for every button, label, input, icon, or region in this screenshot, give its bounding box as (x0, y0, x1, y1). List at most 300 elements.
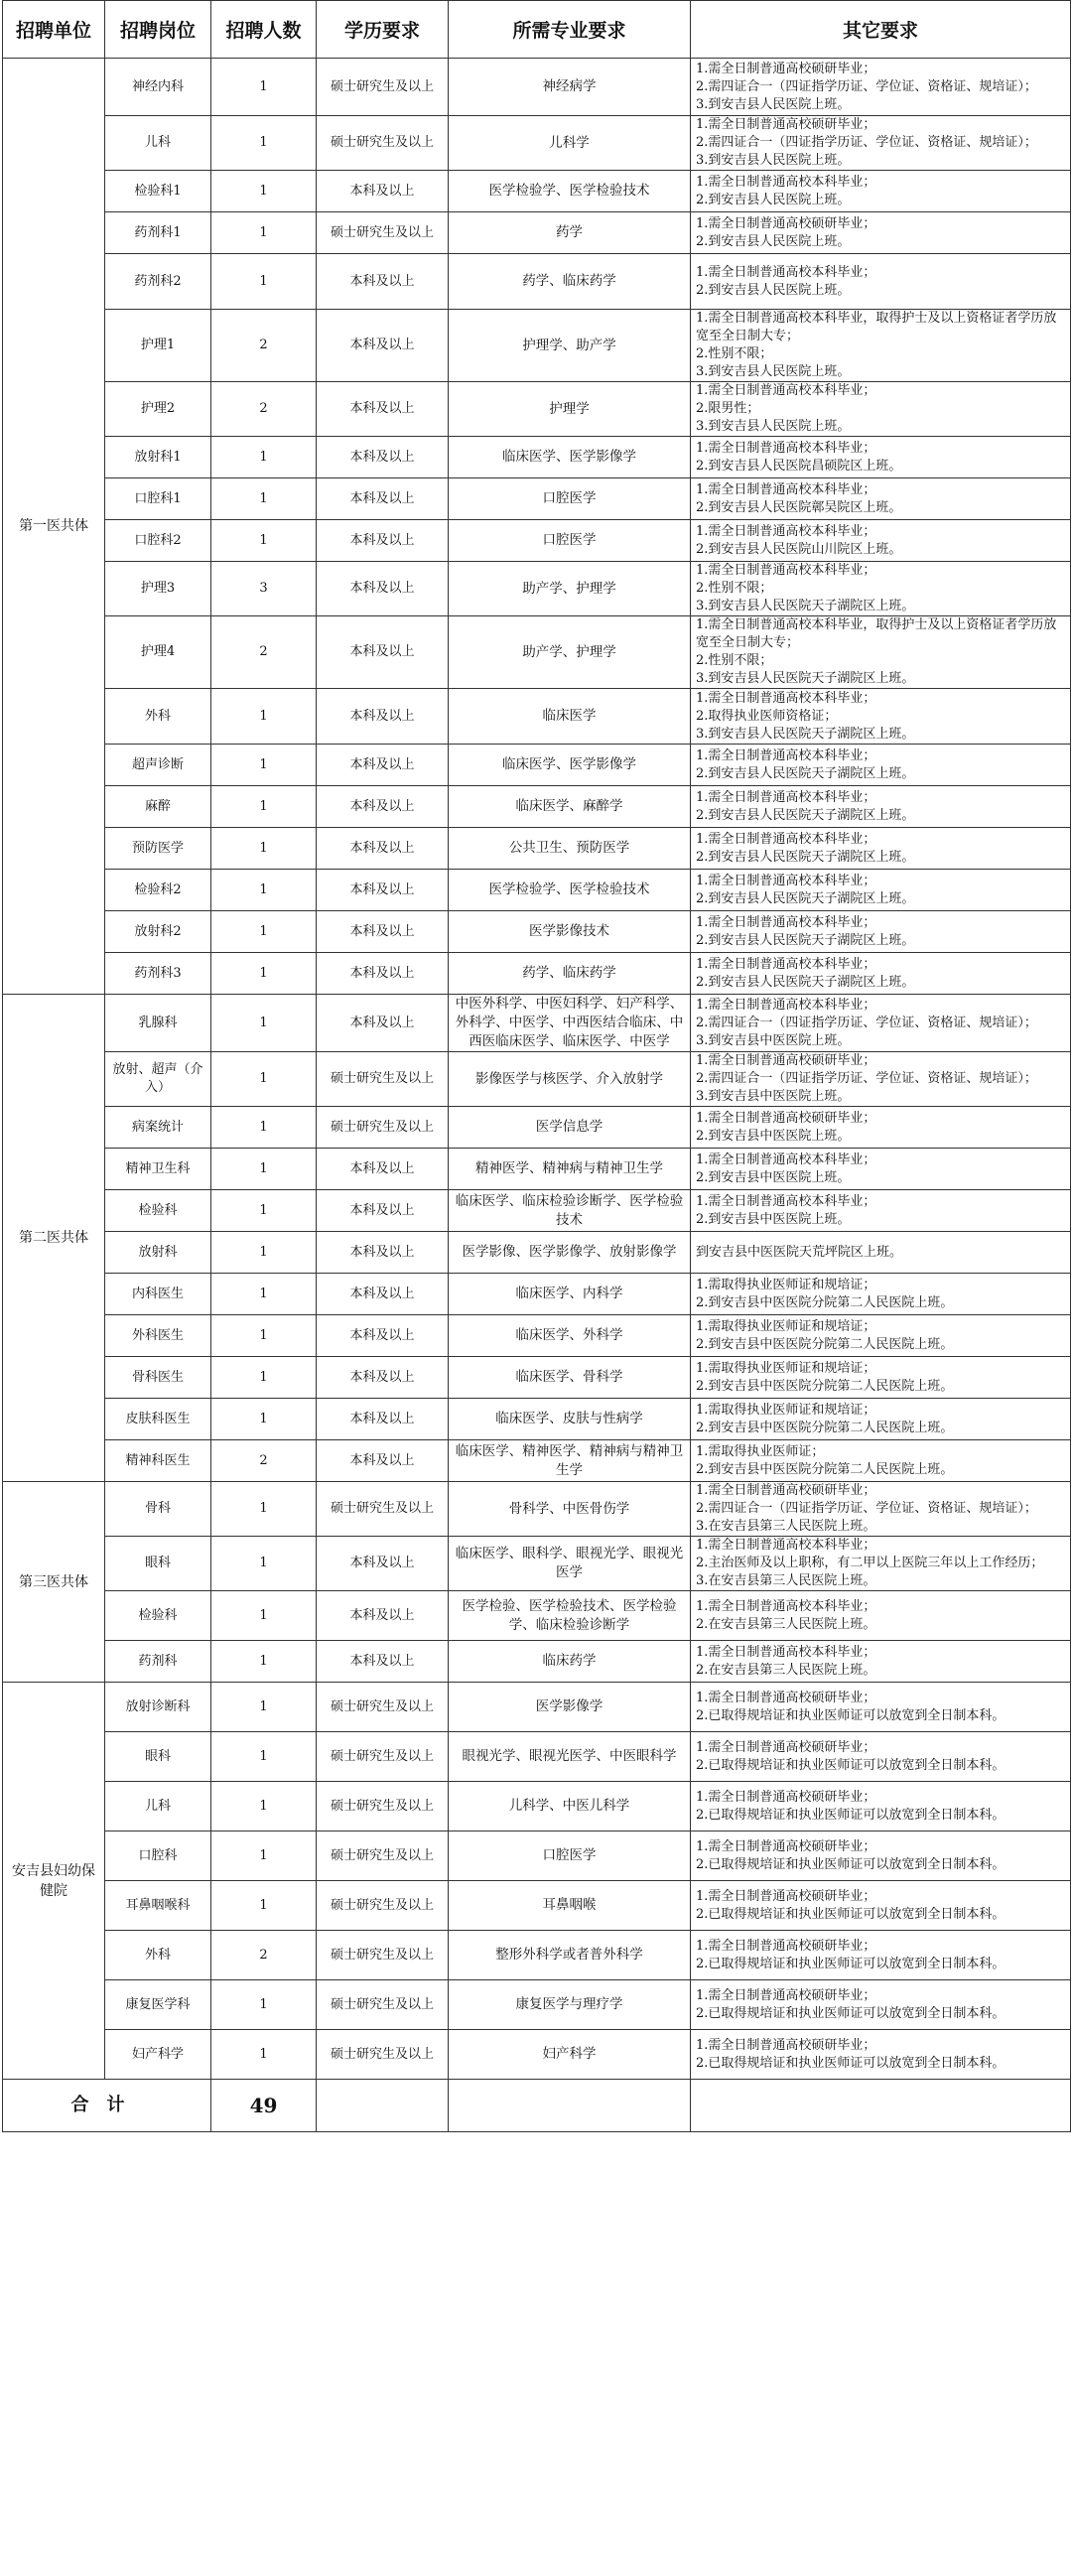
unit-cell: 第一医共体 (3, 59, 105, 995)
post-cell: 护理2 (105, 382, 211, 437)
requirement-line: 1.需全日制普通高校硕研毕业； (696, 61, 876, 76)
post-cell: 精神科医生 (105, 1440, 211, 1482)
total-empty-cell (317, 2080, 449, 2132)
major-cell: 助产学、护理学 (449, 616, 691, 689)
requirement-line: 2.到安吉县中医医院上班。 (696, 1169, 851, 1185)
requirements-cell (691, 310, 1071, 382)
post-cell: 妇产科学 (105, 2030, 211, 2080)
requirements-cell (691, 1641, 1071, 1683)
requirement-line: 2.到安吉县人民医院鄣吴院区上班。 (696, 499, 902, 515)
requirement-line: 2.到安吉县中医医院分院第二人民医院上班。 (696, 1420, 954, 1435)
requirement-line: 2.在安吉县第三人民医院上班。 (696, 1616, 876, 1632)
requirements-cell (691, 171, 1071, 212)
requirement-line: 3.到安吉县中医医院上班。 (696, 1089, 851, 1104)
requirement-line: 3.到安吉县人民医院上班。 (696, 96, 851, 112)
count-cell: 1 (211, 1232, 317, 1274)
requirement-line: 2.已取得规培证和执业医师证可以放宽到全日制本科。 (696, 1757, 1005, 1773)
header-major: 所需专业要求 (449, 1, 691, 59)
requirement-line: 2.在安吉县第三人民医院上班。 (696, 1662, 876, 1678)
education-cell: 本科及以上 (317, 616, 449, 689)
major-cell: 临床医学、内科学 (449, 1274, 691, 1315)
requirement-line: 1.需全日制普通高校本科毕业； (696, 264, 876, 280)
requirement-line: 1.需全日制普通高校硕研毕业； (696, 1789, 876, 1805)
post-cell: 儿科 (105, 116, 211, 171)
table-row (3, 745, 1071, 786)
count-cell: 1 (211, 478, 317, 520)
post-cell: 儿科 (105, 1782, 211, 1831)
major-cell: 医学影像学 (449, 1683, 691, 1732)
count-cell: 1 (211, 1683, 317, 1732)
requirement-line: 1.需全日制普通高校本科毕业； (696, 1538, 876, 1553)
requirements-cell (691, 616, 1071, 689)
requirement-line: 3.到安吉县人民医院上班。 (696, 153, 851, 168)
count-cell: 1 (211, 1399, 317, 1440)
count-cell: 1 (211, 59, 317, 116)
major-cell: 临床医学、医学影像学 (449, 745, 691, 786)
table-row (3, 1537, 1071, 1591)
education-cell: 本科及以上 (317, 1190, 449, 1232)
count-cell: 2 (211, 310, 317, 382)
requirement-line: 1.需取得执业医师证和规培证； (696, 1360, 876, 1376)
table-row (3, 786, 1071, 828)
requirements-cell (691, 1232, 1071, 1274)
requirement-line: 1.需取得执业医师证； (696, 1443, 825, 1459)
requirements-cell (691, 745, 1071, 786)
count-cell: 1 (211, 689, 317, 745)
education-cell: 硕士研究生及以上 (317, 1831, 449, 1881)
requirements-cell (691, 1052, 1071, 1107)
requirement-line: 1.需全日制普通高校硕研毕业； (696, 1838, 876, 1854)
requirement-line: 1.需全日制普通高校本科毕业； (696, 831, 876, 847)
count-cell: 1 (211, 1641, 317, 1683)
requirement-line: 1.需全日制普通高校本科毕业； (696, 174, 876, 190)
requirements-cell (691, 562, 1071, 616)
education-cell: 本科及以上 (317, 520, 449, 562)
major-cell: 临床医学、骨科学 (449, 1357, 691, 1399)
count-cell: 1 (211, 254, 317, 310)
major-cell: 医学影像技术 (449, 911, 691, 953)
requirements-cell (691, 1482, 1071, 1537)
table-row (3, 310, 1071, 382)
education-cell: 硕士研究生及以上 (317, 1683, 449, 1732)
requirement-line: 3.到安吉县人民医院上班。 (696, 419, 851, 434)
table-row (3, 1232, 1071, 1274)
major-cell: 骨科学、中医骨伤学 (449, 1482, 691, 1537)
requirements-cell (691, 1537, 1071, 1591)
requirements-cell (691, 1980, 1071, 2030)
requirements-cell (691, 1732, 1071, 1782)
count-cell: 1 (211, 1980, 317, 2030)
education-cell: 硕士研究生及以上 (317, 2030, 449, 2080)
education-cell: 本科及以上 (317, 1399, 449, 1440)
requirements-cell (691, 828, 1071, 870)
education-cell: 本科及以上 (317, 1149, 449, 1190)
requirement-line: 1.需全日制普通高校硕研毕业； (696, 215, 876, 231)
table-row (3, 1149, 1071, 1190)
post-cell: 口腔科1 (105, 478, 211, 520)
requirement-line: 1.需全日制普通高校硕研毕业； (696, 2037, 876, 2053)
table-row (3, 1591, 1071, 1641)
post-cell: 麻醉 (105, 786, 211, 828)
requirement-line: 到安吉县中医医院天荒坪院区上班。 (696, 1244, 903, 1260)
requirement-line: 1.需全日制普通高校本科毕业； (696, 997, 876, 1013)
requirement-line: 2.到安吉县人民医院天子湖院区上班。 (696, 849, 915, 865)
requirement-line: 1.需全日制普通高校本科毕业； (696, 1598, 876, 1614)
post-cell: 外科 (105, 689, 211, 745)
education-cell: 本科及以上 (317, 786, 449, 828)
table-row (3, 995, 1071, 1052)
requirement-line: 2.到安吉县中医医院分院第二人民医院上班。 (696, 1336, 954, 1352)
requirements-cell (691, 1931, 1071, 1980)
post-cell: 检验科 (105, 1190, 211, 1232)
post-cell: 放射科1 (105, 437, 211, 478)
education-cell: 本科及以上 (317, 310, 449, 382)
requirement-line: 3.到安吉县中医医院上班。 (696, 1032, 851, 1048)
requirement-line: 2.已取得规培证和执业医师证可以放宽到全日制本科。 (696, 1856, 1005, 1872)
requirements-cell (691, 1357, 1071, 1399)
requirement-line: 2.已取得规培证和执业医师证可以放宽到全日制本科。 (696, 1906, 1005, 1922)
table-row (3, 2030, 1071, 2080)
count-cell: 1 (211, 786, 317, 828)
education-cell: 硕士研究生及以上 (317, 1107, 449, 1149)
requirement-line: 1.需全日制普通高校硕研毕业； (696, 117, 876, 132)
education-cell: 硕士研究生及以上 (317, 1931, 449, 1980)
table-row (3, 116, 1071, 171)
education-cell: 本科及以上 (317, 478, 449, 520)
count-cell: 1 (211, 2030, 317, 2080)
requirements-cell (691, 1782, 1071, 1831)
post-cell: 放射科 (105, 1232, 211, 1274)
count-cell: 1 (211, 1190, 317, 1232)
requirements-cell (691, 1881, 1071, 1931)
count-cell: 1 (211, 520, 317, 562)
table-row (3, 1683, 1071, 1732)
requirement-line: 1.需全日制普通高校本科毕业； (696, 873, 876, 888)
requirement-line: 3.到安吉县人民医院天子湖院区上班。 (696, 599, 915, 613)
count-cell: 1 (211, 953, 317, 995)
post-cell: 护理1 (105, 310, 211, 382)
requirement-line: 2.到安吉县中医医院上班。 (696, 1128, 851, 1144)
requirements-cell (691, 953, 1071, 995)
requirement-line: 1.需全日制普通高校本科毕业； (696, 747, 876, 763)
header-post: 招聘岗位 (105, 1, 211, 59)
education-cell: 本科及以上 (317, 1641, 449, 1683)
requirement-line: 2.到安吉县人民医院天子湖院区上班。 (696, 765, 915, 781)
major-cell: 儿科学 (449, 116, 691, 171)
requirement-line: 2.需四证合一（四证指学历证、学位证、资格证、规培证）； (696, 1015, 1037, 1030)
post-cell: 药剂科1 (105, 212, 211, 254)
table-row (3, 1315, 1071, 1357)
requirement-line: 1.需全日制普通高校本科毕业； (696, 789, 876, 805)
requirements-cell (691, 1591, 1071, 1641)
count-cell: 2 (211, 1440, 317, 1482)
major-cell: 口腔医学 (449, 478, 691, 520)
count-cell: 1 (211, 1482, 317, 1537)
major-cell: 临床医学、眼科学、眼视光学、眼视光医学 (449, 1537, 691, 1591)
requirement-line: 2.到安吉县中医医院分院第二人民医院上班。 (696, 1461, 954, 1477)
count-cell: 1 (211, 1782, 317, 1831)
post-cell: 放射诊断科 (105, 1683, 211, 1732)
major-cell: 康复医学与理疗学 (449, 1980, 691, 2030)
table-row (3, 911, 1071, 953)
count-cell: 2 (211, 382, 317, 437)
education-cell: 本科及以上 (317, 171, 449, 212)
post-cell: 骨科 (105, 1482, 211, 1537)
table-row (3, 1274, 1071, 1315)
total-label: 合计 (3, 2080, 211, 2132)
count-cell: 1 (211, 828, 317, 870)
count-cell: 2 (211, 1931, 317, 1980)
requirement-line: 2.到安吉县人民医院上班。 (696, 233, 851, 249)
table-row (3, 689, 1071, 745)
table-row (3, 1052, 1071, 1107)
education-cell: 本科及以上 (317, 689, 449, 745)
education-cell: 本科及以上 (317, 995, 449, 1052)
requirement-line: 1.需全日制普通高校硕研毕业； (696, 1110, 876, 1126)
requirement-line: 1.需全日制普通高校硕研毕业； (696, 1690, 876, 1705)
requirement-line: 2.需四证合一（四证指学历证、学位证、资格证、规培证）； (696, 1501, 1037, 1516)
requirement-line: 3.在安吉县第三人民医院上班。 (696, 1519, 876, 1534)
table-row (3, 171, 1071, 212)
total-value: 49 (211, 2080, 317, 2132)
table-row (3, 1107, 1071, 1149)
major-cell: 护理学、助产学 (449, 310, 691, 382)
table-row (3, 212, 1071, 254)
table-row (3, 1931, 1071, 1980)
requirement-line: 1.需全日制普通高校本科毕业； (696, 523, 876, 539)
education-cell: 本科及以上 (317, 828, 449, 870)
major-cell: 眼视光学、眼视光医学、中医眼科学 (449, 1732, 691, 1782)
requirement-line: 1.需全日制普通高校本科毕业； (696, 1644, 876, 1660)
requirement-line: 2.到安吉县中医医院分院第二人民医院上班。 (696, 1378, 954, 1394)
major-cell: 医学信息学 (449, 1107, 691, 1149)
major-cell: 临床医学、精神医学、精神病与精神卫生学 (449, 1440, 691, 1482)
post-cell: 放射、超声（介入） (105, 1052, 211, 1107)
count-cell: 1 (211, 1831, 317, 1881)
requirement-line: 2.到安吉县人民医院天子湖院区上班。 (696, 807, 915, 823)
major-cell: 医学检验学、医学检验技术 (449, 870, 691, 911)
requirement-line: 3.在安吉县第三人民医院上班。 (696, 1573, 876, 1588)
requirement-line: 2.已取得规培证和执业医师证可以放宽到全日制本科。 (696, 2005, 1005, 2021)
post-cell: 精神卫生科 (105, 1149, 211, 1190)
header-other: 其它要求 (691, 1, 1071, 59)
requirement-line: 2.需四证合一（四证指学历证、学位证、资格证、规培证）； (696, 1071, 1037, 1086)
education-cell: 本科及以上 (317, 1591, 449, 1641)
count-cell: 1 (211, 1732, 317, 1782)
major-cell: 药学、临床药学 (449, 254, 691, 310)
count-cell: 1 (211, 1881, 317, 1931)
post-cell: 放射科2 (105, 911, 211, 953)
major-cell: 医学检验学、医学检验技术 (449, 171, 691, 212)
count-cell: 1 (211, 911, 317, 953)
requirement-line: 1.需全日制普通高校本科毕业，取得护士及以上资格证者学历放宽至全日制大专； (696, 617, 1057, 650)
table-row (3, 254, 1071, 310)
count-cell: 1 (211, 171, 317, 212)
major-cell: 临床医学、皮肤与性病学 (449, 1399, 691, 1440)
requirements-cell (691, 1149, 1071, 1190)
table-row (3, 1482, 1071, 1537)
count-cell: 1 (211, 1052, 317, 1107)
post-cell: 口腔科2 (105, 520, 211, 562)
table-row (3, 562, 1071, 616)
requirement-line: 2.到安吉县人民医院天子湖院区上班。 (696, 974, 915, 990)
post-cell: 护理4 (105, 616, 211, 689)
requirement-line: 2.需四证合一（四证指学历证、学位证、资格证、规培证）； (696, 135, 1037, 150)
table-row (3, 59, 1071, 116)
requirement-line: 2.到安吉县人民医院上班。 (696, 282, 851, 298)
requirement-line: 1.需全日制普通高校本科毕业； (696, 914, 876, 930)
requirements-cell (691, 786, 1071, 828)
requirement-line: 1.需全日制普通高校硕研毕业； (696, 1938, 876, 1954)
requirements-cell (691, 870, 1071, 911)
count-cell: 1 (211, 1537, 317, 1591)
requirement-line: 1.需全日制普通高校硕研毕业； (696, 1987, 876, 2003)
major-cell: 护理学 (449, 382, 691, 437)
count-cell: 1 (211, 1357, 317, 1399)
requirement-line: 1.需全日制普通高校硕研毕业； (696, 1888, 876, 1904)
count-cell: 1 (211, 1107, 317, 1149)
table-row (3, 1440, 1071, 1482)
post-cell: 超声诊断 (105, 745, 211, 786)
post-cell: 药剂科 (105, 1641, 211, 1683)
table-row (3, 1357, 1071, 1399)
requirement-line: 2.已取得规培证和执业医师证可以放宽到全日制本科。 (696, 1707, 1005, 1723)
table-body (3, 59, 1071, 2080)
requirements-cell (691, 1399, 1071, 1440)
table-row (3, 478, 1071, 520)
requirement-line: 2.需四证合一（四证指学历证、学位证、资格证、规培证）； (696, 78, 1037, 94)
requirements-cell (691, 254, 1071, 310)
table-row (3, 1782, 1071, 1831)
major-cell: 临床医学、外科学 (449, 1315, 691, 1357)
requirement-line: 2.到安吉县人民医院昌硕院区上班。 (696, 458, 902, 474)
requirements-cell (691, 520, 1071, 562)
education-cell: 硕士研究生及以上 (317, 1482, 449, 1537)
total-empty-cell (449, 2080, 691, 2132)
education-cell: 本科及以上 (317, 562, 449, 616)
post-cell: 眼科 (105, 1732, 211, 1782)
post-cell: 皮肤科医生 (105, 1399, 211, 1440)
requirement-line: 1.需全日制普通高校本科毕业； (696, 690, 876, 706)
post-cell: 外科医生 (105, 1315, 211, 1357)
total-row (3, 2080, 1071, 2132)
recruitment-table (2, 0, 1071, 2132)
count-cell: 1 (211, 995, 317, 1052)
requirements-cell (691, 212, 1071, 254)
requirements-cell (691, 2030, 1071, 2080)
requirement-line: 1.需全日制普通高校本科毕业； (696, 1152, 876, 1167)
post-cell: 口腔科 (105, 1831, 211, 1881)
post-cell: 眼科 (105, 1537, 211, 1591)
requirement-line: 2.已取得规培证和执业医师证可以放宽到全日制本科。 (696, 2055, 1005, 2071)
requirement-line: 2.到安吉县中医医院分院第二人民医院上班。 (696, 1294, 954, 1310)
total-empty-cell (691, 2080, 1071, 2132)
header-row (3, 1, 1071, 59)
requirement-line: 2.已取得规培证和执业医师证可以放宽到全日制本科。 (696, 1956, 1005, 1971)
education-cell: 本科及以上 (317, 382, 449, 437)
major-cell: 临床医学、临床检验诊断学、医学检验技术 (449, 1190, 691, 1232)
requirement-line: 1.需全日制普通高校本科毕业，取得护士及以上资格证者学历放宽至全日制大专； (696, 311, 1057, 343)
post-cell: 病案统计 (105, 1107, 211, 1149)
requirement-line: 2.主治医师及以上职称，有二甲以上医院三年以上工作经历； (696, 1556, 1044, 1570)
count-cell: 1 (211, 870, 317, 911)
count-cell: 1 (211, 212, 317, 254)
post-cell: 内科医生 (105, 1274, 211, 1315)
table-row (3, 1732, 1071, 1782)
major-cell: 公共卫生、预防医学 (449, 828, 691, 870)
education-cell: 本科及以上 (317, 1232, 449, 1274)
requirement-line: 3.到安吉县人民医院上班。 (696, 364, 851, 379)
requirements-cell (691, 116, 1071, 171)
major-cell: 助产学、护理学 (449, 562, 691, 616)
table-row (3, 1980, 1071, 2030)
count-cell: 3 (211, 562, 317, 616)
major-cell: 整形外科学或者普外科学 (449, 1931, 691, 1980)
table-row (3, 828, 1071, 870)
major-cell: 临床医学、医学影像学 (449, 437, 691, 478)
major-cell: 临床药学 (449, 1641, 691, 1683)
table-row (3, 437, 1071, 478)
requirements-cell (691, 1107, 1071, 1149)
requirement-line: 1.需全日制普通高校本科毕业； (696, 383, 876, 398)
requirements-cell (691, 1683, 1071, 1732)
requirement-line: 3.到安吉县人民医院天子湖院区上班。 (696, 671, 915, 686)
table-row (3, 1831, 1071, 1881)
education-cell: 硕士研究生及以上 (317, 116, 449, 171)
requirement-line: 1.需全日制普通高校硕研毕业； (696, 1483, 876, 1498)
major-cell: 临床医学 (449, 689, 691, 745)
requirements-cell (691, 1274, 1071, 1315)
education-cell: 本科及以上 (317, 745, 449, 786)
count-cell: 1 (211, 116, 317, 171)
requirement-line: 2.到安吉县人民医院上班。 (696, 192, 851, 207)
requirements-cell (691, 1831, 1071, 1881)
requirement-line: 2.到安吉县人民医院天子湖院区上班。 (696, 890, 915, 906)
education-cell: 本科及以上 (317, 1315, 449, 1357)
major-cell: 儿科学、中医儿科学 (449, 1782, 691, 1831)
post-cell: 检验科 (105, 1591, 211, 1641)
major-cell: 精神医学、精神病与精神卫生学 (449, 1149, 691, 1190)
education-cell: 本科及以上 (317, 1357, 449, 1399)
education-cell: 硕士研究生及以上 (317, 1052, 449, 1107)
requirements-cell (691, 1440, 1071, 1482)
post-cell: 乳腺科 (105, 995, 211, 1052)
education-cell: 本科及以上 (317, 911, 449, 953)
post-cell: 检验科2 (105, 870, 211, 911)
major-cell: 神经病学 (449, 59, 691, 116)
requirement-line: 1.需取得执业医师证和规培证； (696, 1277, 876, 1292)
major-cell: 医学检验、医学检验技术、医学检验学、临床检验诊断学 (449, 1591, 691, 1641)
major-cell: 药学、临床药学 (449, 953, 691, 995)
post-cell: 康复医学科 (105, 1980, 211, 2030)
count-cell: 1 (211, 1149, 317, 1190)
major-cell: 医学影像、医学影像学、放射影像学 (449, 1232, 691, 1274)
education-cell: 硕士研究生及以上 (317, 1732, 449, 1782)
requirement-line: 2.到安吉县人民医院天子湖院区上班。 (696, 932, 915, 948)
table-row (3, 1190, 1071, 1232)
requirement-line: 1.需全日制普通高校本科毕业； (696, 440, 876, 456)
requirement-line: 3.到安吉县人民医院天子湖院区上班。 (696, 726, 915, 742)
count-cell: 1 (211, 745, 317, 786)
education-cell: 硕士研究生及以上 (317, 212, 449, 254)
requirements-cell (691, 689, 1071, 745)
requirement-line: 1.需全日制普通高校本科毕业； (696, 481, 876, 497)
count-cell: 1 (211, 437, 317, 478)
education-cell: 本科及以上 (317, 437, 449, 478)
major-cell: 影像医学与核医学、介入放射学 (449, 1052, 691, 1107)
post-cell: 药剂科2 (105, 254, 211, 310)
requirements-cell (691, 478, 1071, 520)
